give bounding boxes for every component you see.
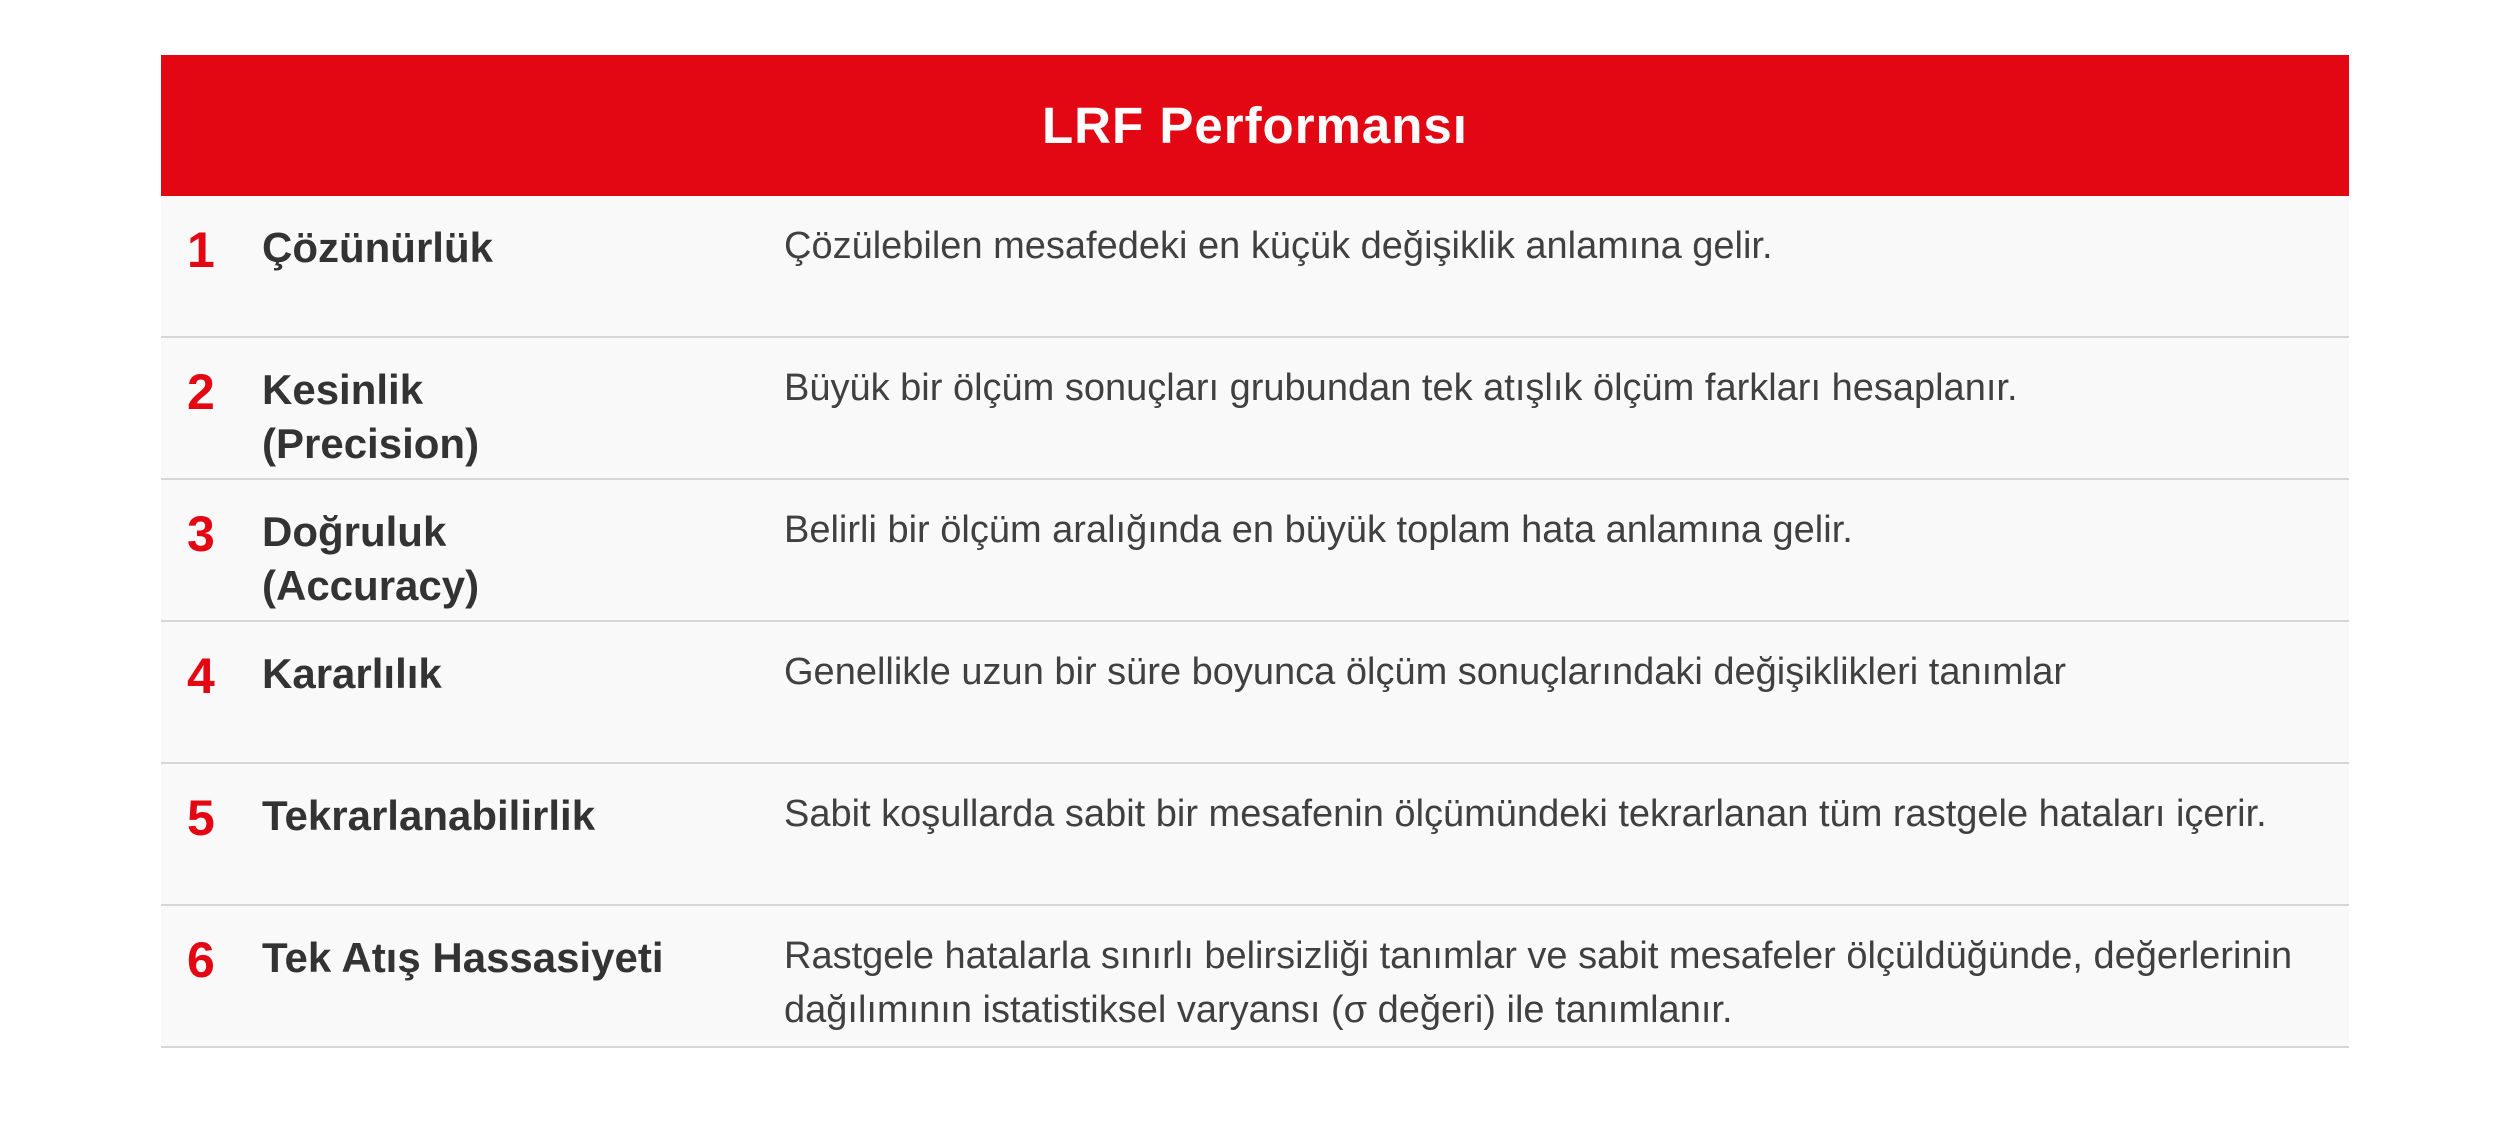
row-term: Doğruluk (Accuracy) <box>262 508 480 609</box>
row-number: 2 <box>187 364 215 420</box>
row-term: Tek Atış Hassasiyeti <box>262 934 664 981</box>
row-description: Genellikle uzun bir süre boyunca ölçüm sonuçlarındaki değişiklikleri tanımlar <box>784 651 2067 693</box>
row-description: Çözülebilen mesafedeki en küçük değişiklik anlamına gelir. <box>784 225 1773 267</box>
row-term: Tekrarlanabilirlik <box>262 792 596 839</box>
table-row <box>161 764 2349 906</box>
lrf-performance-table <box>161 55 2349 1048</box>
row-description: Sabit koşullarda sabit bir mesafenin ölçümündeki tekrarlanan tüm rastgele hataları içerir. <box>784 793 2267 835</box>
row-number: 6 <box>187 932 215 988</box>
row-number: 5 <box>187 790 215 846</box>
row-description: Büyük bir ölçüm sonuçları grubundan tek atışlık ölçüm farkları hesaplanır. <box>784 367 2018 409</box>
row-description: Belirli bir ölçüm aralığında en büyük toplam hata anlamına gelir. <box>784 509 1853 551</box>
row-number: 3 <box>187 506 215 562</box>
row-number: 1 <box>187 222 215 278</box>
table-row <box>161 196 2349 338</box>
row-term: Kesinlik (Precision) <box>262 366 480 467</box>
row-number: 4 <box>187 648 215 704</box>
table-row <box>161 906 2349 1048</box>
table-header <box>161 55 2349 196</box>
row-term: Çözünürlük <box>262 224 493 271</box>
row-term: Kararlılık <box>262 650 442 697</box>
table-row <box>161 480 2349 622</box>
row-description: Rastgele hatalarla sınırlı belirsizliği tanımlar ve sabit mesafeler ölçüldüğünde, değerlerinin dağılımının istatistiksel varyansı (σ değeri) ile tanımlanır. <box>784 935 2293 1031</box>
table-row <box>161 338 2349 480</box>
table-row <box>161 622 2349 764</box>
table-title: LRF Performansı <box>1042 97 1468 154</box>
